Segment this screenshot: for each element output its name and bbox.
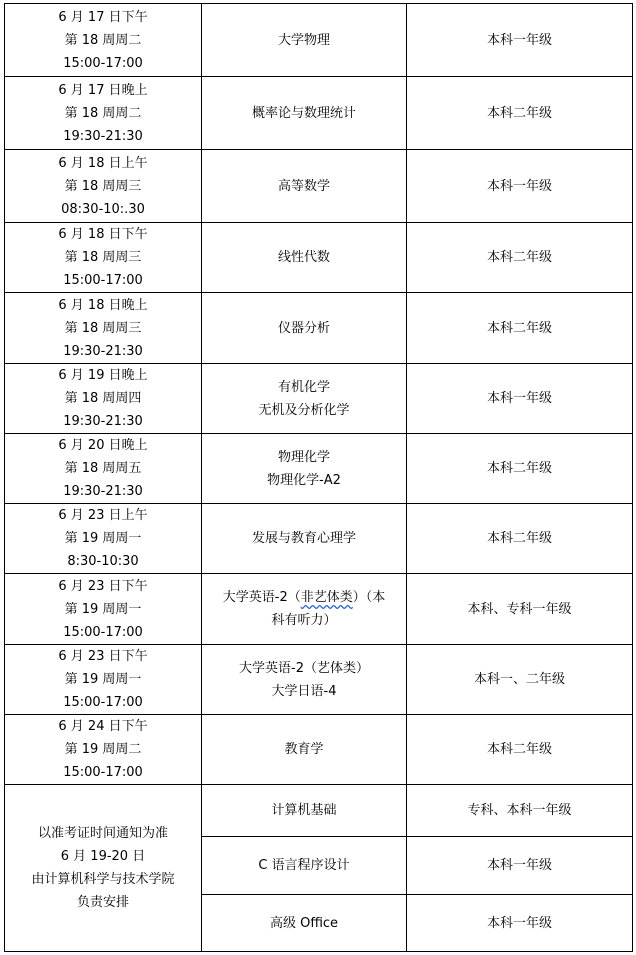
course-cell <box>202 715 407 785</box>
table-row <box>5 574 633 645</box>
exam-date: 6 月 18 日上午 <box>58 155 148 171</box>
exam-hours: 15:00-17:00 <box>63 695 143 710</box>
grade-level-cell: 本科二年级 <box>407 293 633 364</box>
table-row <box>5 293 633 364</box>
exam-time-cell <box>5 574 202 645</box>
exam-hours: 15:00-17:00 <box>63 765 143 780</box>
course-cell <box>202 77 407 150</box>
exam-week: 第 19 周周一 <box>64 672 142 687</box>
table-row <box>5 77 633 150</box>
course-name: 有机化学 <box>277 379 330 395</box>
table-row <box>5 4 633 77</box>
exam-time-cell <box>5 4 202 77</box>
exam-week: 第 18 周周三 <box>64 320 142 336</box>
exam-date: 6 月 17 日晚上 <box>58 82 148 98</box>
exam-date: 6 月 19-20 日 <box>60 849 146 864</box>
table-row <box>5 223 633 293</box>
exam-hours: 19:30-21:30 <box>63 484 143 499</box>
exam-week: 第 18 周周三 <box>64 250 142 265</box>
exam-week: 第 18 周周五 <box>64 461 142 476</box>
course-name-part-underlined: 非艺体类 <box>300 590 353 605</box>
exam-hours: 15:00-17:00 <box>63 624 143 640</box>
exam-date: 6 月 23 日下午 <box>58 649 148 664</box>
course-name: 线性代数 <box>277 250 330 265</box>
course-name: 物理化学 <box>277 449 330 465</box>
exam-time-cell <box>5 434 202 504</box>
course-name-part: 科有听力） <box>271 613 337 628</box>
grade-level-cell: 本科一年级 <box>407 364 633 434</box>
exam-time-cell-merged <box>5 785 202 952</box>
course-cell <box>202 4 407 77</box>
exam-time-cell <box>5 504 202 574</box>
course-cell <box>202 364 407 434</box>
course-cell <box>202 574 407 645</box>
course-name: 大学物理 <box>277 32 330 48</box>
exam-schedule-table <box>4 3 633 952</box>
exam-date: 6 月 18 日下午 <box>58 227 148 242</box>
course-cell <box>202 504 407 574</box>
exam-date: 6 月 24 日下午 <box>58 719 148 734</box>
grade-level-cell: 本科一年级 <box>407 150 633 223</box>
grade-level-cell: 本科二年级 <box>407 77 633 150</box>
grade-level-cell: 本科一年级 <box>407 837 633 895</box>
table-row <box>5 150 633 223</box>
course-cell <box>202 150 407 223</box>
exam-date: 6 月 17 日下午 <box>58 9 148 25</box>
table-row <box>5 645 633 715</box>
table-row <box>5 785 633 837</box>
exam-week: 第 19 周周二 <box>64 742 142 757</box>
course-cell <box>202 223 407 293</box>
course-cell <box>202 293 407 364</box>
grade-level-cell: 本科二年级 <box>407 504 633 574</box>
table-row <box>5 504 633 574</box>
exam-time-cell <box>5 364 202 434</box>
exam-time-cell <box>5 150 202 223</box>
exam-week: 第 18 周周四 <box>64 391 142 406</box>
course-name: 仪器分析 <box>277 320 330 336</box>
exam-organizer: 负责安排 <box>76 895 129 910</box>
exam-date: 6 月 19 日晚上 <box>58 368 148 383</box>
table-row <box>5 715 633 785</box>
course-name: 概率论与数理统计 <box>251 105 356 121</box>
exam-hours: 08:30-10:.30 <box>61 201 145 217</box>
grade-level-cell: 本科二年级 <box>407 434 633 504</box>
exam-hours: 19:30-21:30 <box>63 414 143 429</box>
course-name: 无机及分析化学 <box>258 402 350 418</box>
course-cell: 计算机基础 <box>202 785 407 837</box>
table-row <box>5 364 633 434</box>
course-name: 大学日语-4 <box>271 683 337 699</box>
course-name: 物理化学-A2 <box>267 472 341 488</box>
grade-level-cell: 本科、专科一年级 <box>407 574 633 645</box>
course-name: 大学英语-2（艺体类） <box>239 660 369 676</box>
course-name-part: ）（本 <box>352 590 386 605</box>
exam-hours: 19:30-21:30 <box>63 128 143 144</box>
exam-week: 第 18 周周二 <box>64 105 142 121</box>
course-name: 发展与教育心理学 <box>251 531 356 546</box>
exam-hours: 8:30-10:30 <box>67 554 139 569</box>
exam-date: 6 月 23 日上午 <box>58 508 148 523</box>
course-name: 高等数学 <box>277 178 330 194</box>
exam-week: 第 19 周周一 <box>64 531 142 546</box>
course-cell <box>202 645 407 715</box>
course-cell: C 语言程序设计 <box>202 837 407 895</box>
course-name-part: 大学英语-2（ <box>222 590 301 605</box>
exam-note: 以准考证时间通知为准 <box>37 826 168 841</box>
grade-level-cell: 本科一年级 <box>407 895 633 952</box>
table-row <box>5 434 633 504</box>
grade-level-cell: 本科二年级 <box>407 223 633 293</box>
course-name: 教育学 <box>284 742 324 757</box>
exam-time-cell <box>5 293 202 364</box>
exam-time-cell <box>5 223 202 293</box>
grade-level-cell: 本科一年级 <box>407 4 633 77</box>
exam-time-cell <box>5 645 202 715</box>
exam-week: 第 19 周周一 <box>64 601 142 617</box>
exam-date: 6 月 20 日晚上 <box>58 438 148 453</box>
exam-date: 6 月 18 日晚上 <box>58 297 148 313</box>
exam-organizer: 由计算机科学与技术学院 <box>31 872 175 887</box>
exam-time-cell <box>5 715 202 785</box>
course-cell: 高级 Office <box>202 895 407 952</box>
grade-level-cell: 本科一、二年级 <box>407 645 633 715</box>
grade-level-cell: 本科二年级 <box>407 715 633 785</box>
exam-week: 第 18 周周二 <box>64 32 142 48</box>
exam-week: 第 18 周周三 <box>64 178 142 194</box>
exam-date: 6 月 23 日下午 <box>58 578 148 594</box>
exam-hours: 19:30-21:30 <box>63 343 143 359</box>
course-cell <box>202 434 407 504</box>
exam-hours: 15:00-17:00 <box>63 55 143 71</box>
grade-level-cell: 专科、本科一年级 <box>407 785 633 837</box>
exam-time-cell <box>5 77 202 150</box>
exam-hours: 15:00-17:00 <box>63 273 143 288</box>
